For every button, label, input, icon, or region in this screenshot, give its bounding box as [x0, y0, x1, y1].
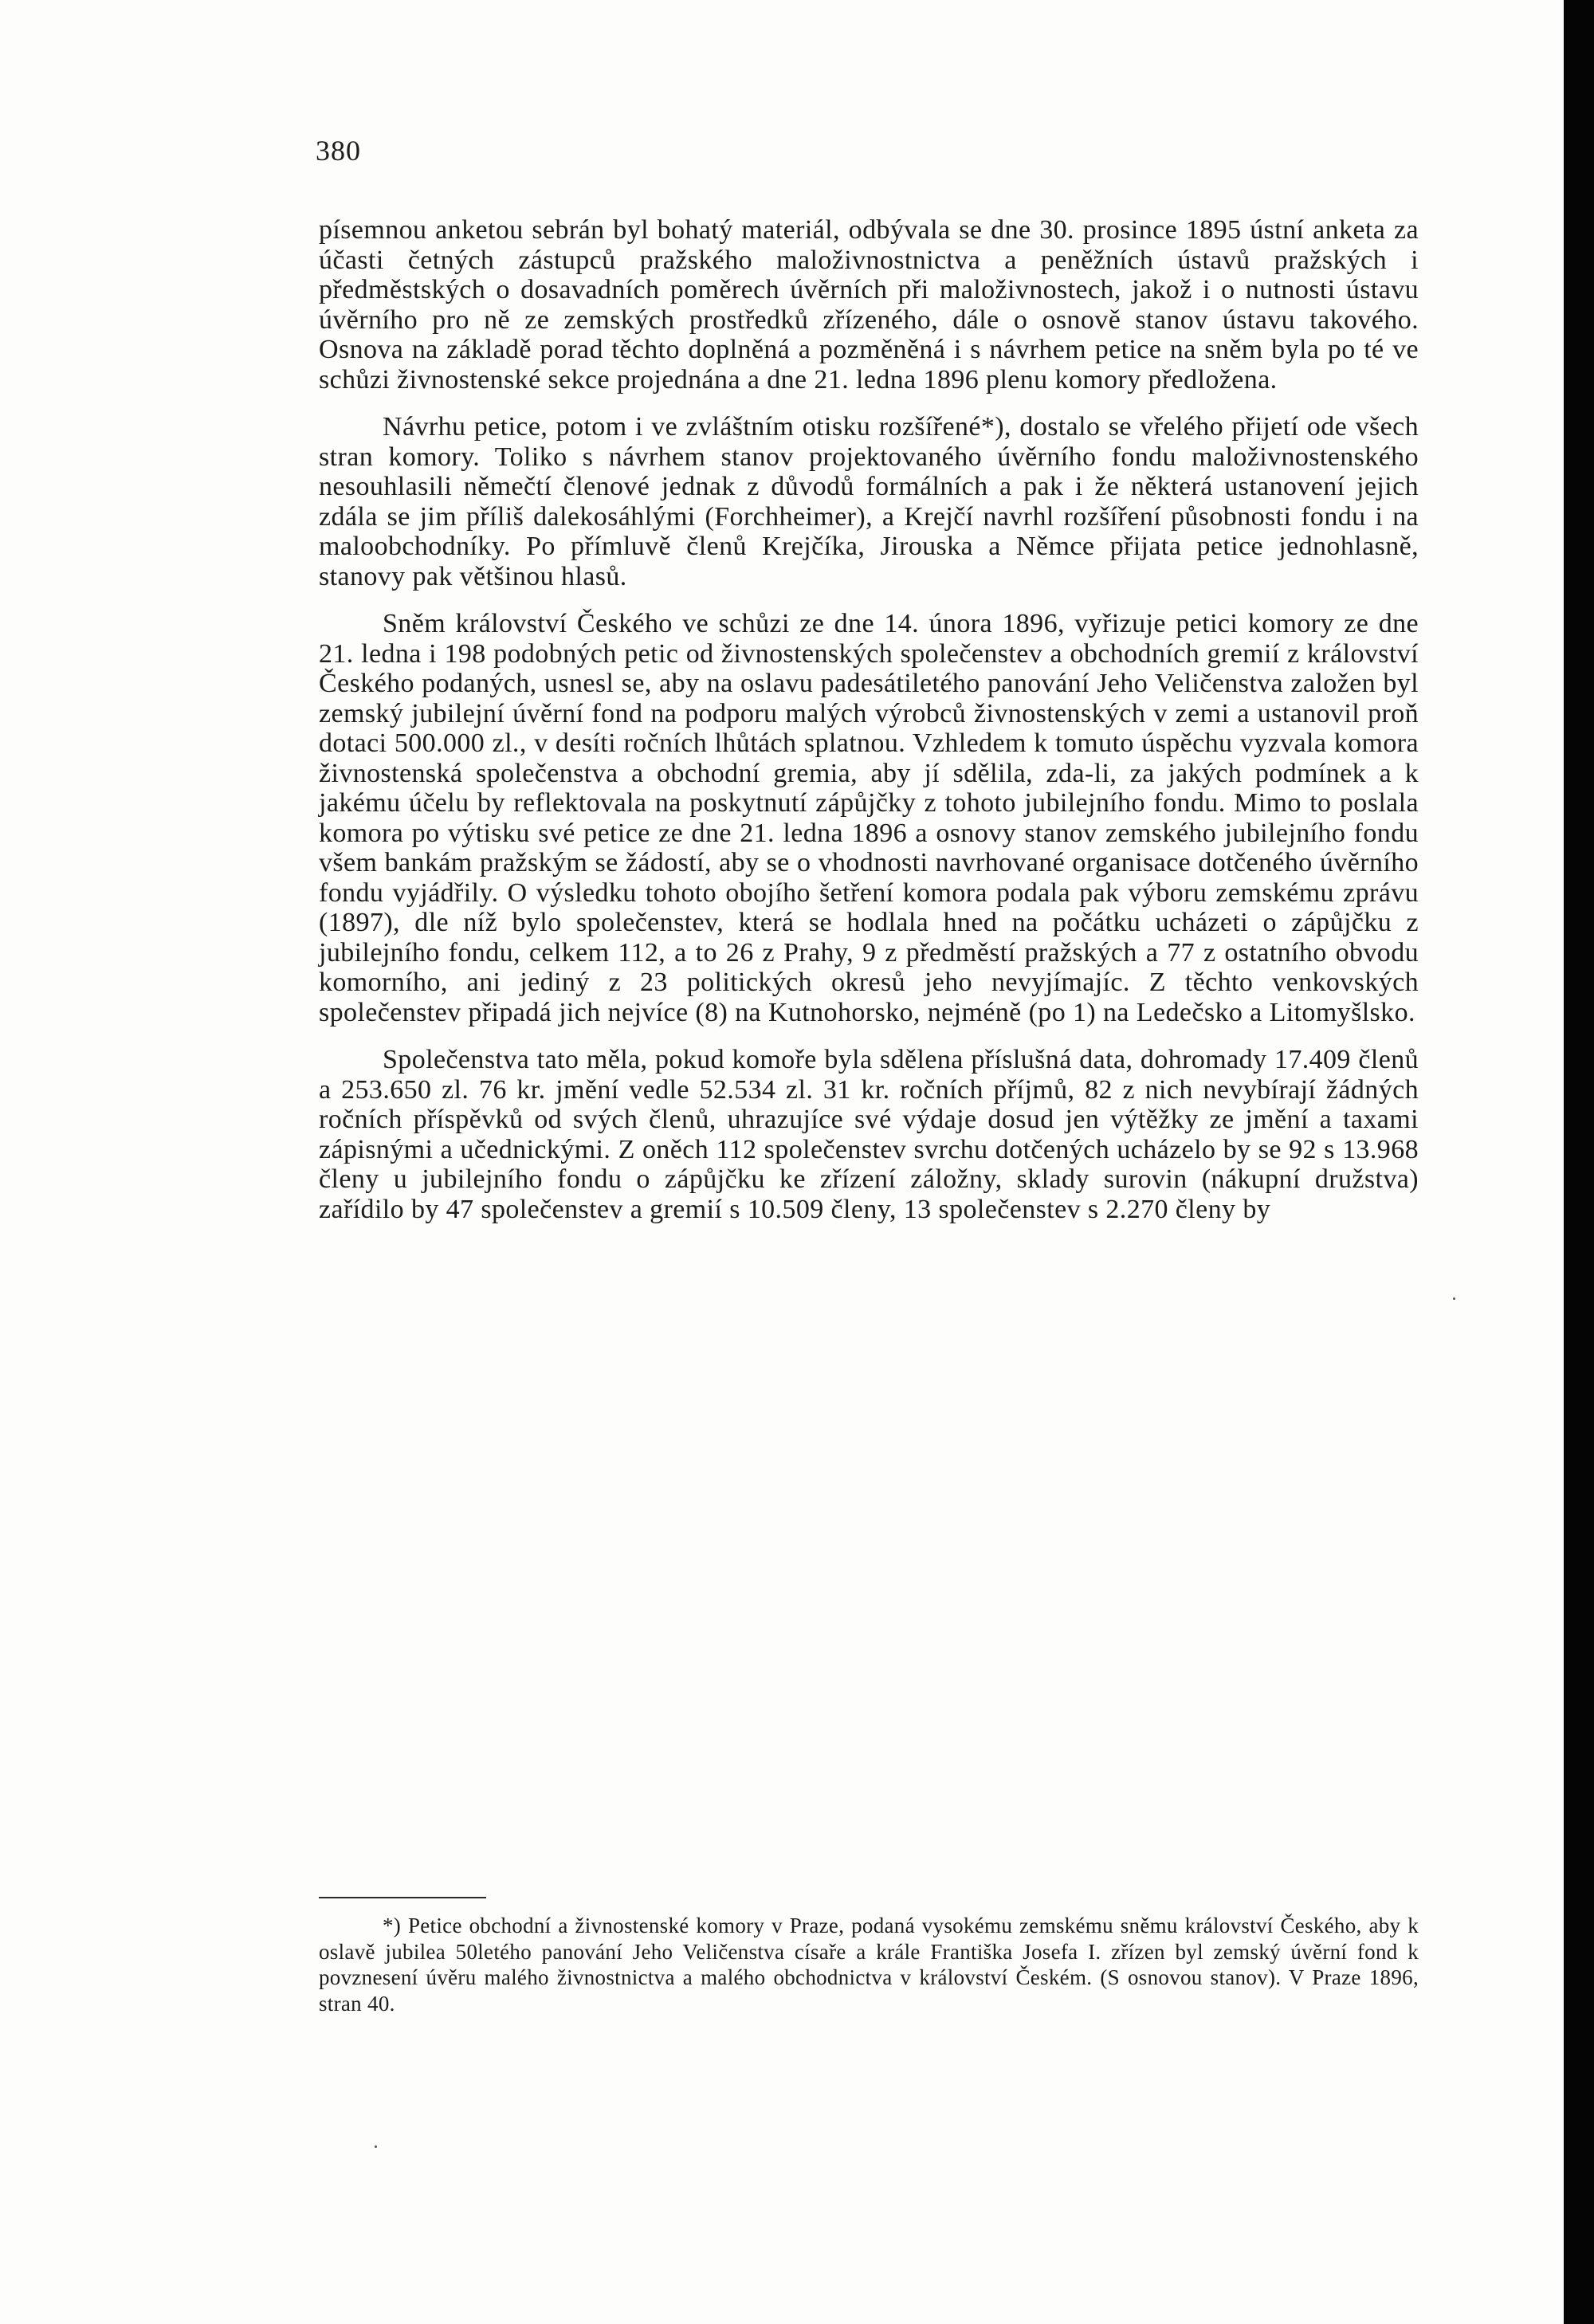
- scan-speck: [375, 2145, 377, 2148]
- paragraph-2: Návrhu petice, potom i ve zvláštním otisku rozšířené*), dostalo se vřelého přijetí ode všech stran komory. Toliko s návrhem stanov projektovaného úvěrního fondu maloživnostenského nesouhlasili němečtí členové jednak z důvodů formálních a pak i že některá ustanovení jejich zdála se jim příliš dalekosáhlými (Forchheimer), a Krejčí navrhl rozšíření působnosti fondu i na maloobchodníky. Po přímluvě členů Krejčíka, Jirouska a Němce přijata petice jednohlasně, stanovy pak většinou hlasů.: [319, 412, 1419, 591]
- footnote-divider: [319, 1897, 486, 1898]
- paragraph-3: Sněm království Českého ve schůzi ze dne 14. února 1896, vyřizuje petici komory ze dne 21. ledna i 198 podobných petic od živnostenských společenstev a obchodních gremií z království Českého podaných, usnesl se, aby na oslavu padesátiletého panování Jeho Veličenstva založen byl zemský jubilejní úvěrní fond na podporu malých výrobců živnostenských v zemi a ustanovil proň dotaci 500.000 zl., v desíti ročních lhůtách splatnou. Vzhledem k tomuto úspěchu vyzvala komora živnostenská společenstva a obchodní gremia, aby jí sdělila, zda-li, za jakých podmínek a k jakému účelu by reflektovala na poskytnutí zápůjčky z tohoto jubilejního fondu. Mimo to poslala komora po výtisku své petice ze dne 21. ledna 1896 a osnovy stanov zemského jubilejního fondu všem bankám pražským se žádostí, aby se o vhodnosti navrhované organisace dotčeného úvěrního fondu vyjádřily. O výsledku tohoto obojího šetření komora podala pak výboru zemskému zprávu (1897), dle níž bylo společenstev, která se hodlala hned na počátku ucházeti o zápůjčku z jubilejního fondu, celkem 112, a to 26 z Prahy, 9 z předměstí pražských a 77 z ostatního obvodu komorního, ani jediný z 23 politických okresů jeho nevyjímajíc. Z těchto venkovských společenstev připadá jich nejvíce (8) na Kutnohorsko, nejméně (po 1) na Ledečsko a Litomyšlsko.: [319, 609, 1419, 1027]
- paragraph-4: Společenstva tato měla, pokud komoře byla sdělena příslušná data, dohromady 17.409 členů a 253.650 zl. 76 kr. jmění vedle 52.534 zl. 31 kr. ročních příjmů, 82 z nich nevybírají žádných ročních příspěvků od svých členů, uhrazujíce své výdaje dosud jen výtěžky ze jmění a taxami zápisnými a učednickými. Z oněch 112 společenstev svrchu dotčených ucházelo by se 92 s 13.968 členy u jubilejního fondu o zápůjčku ke zřízení záložny, sklady surovin (nákupní družstva) zařídilo by 47 společenstev a gremií s 10.509 členy, 13 společenstev s 2.270 členy by: [319, 1045, 1419, 1224]
- paragraph-1: písemnou anketou sebrán byl bohatý materiál, odbývala se dne 30. prosince 1895 ústní anketa za účasti četných zástupců pražského maloživnostnictva a peněžních ústavů pražských i předměstských o dosavadních poměrech úvěrních při maloživnostech, jakož i o nutnosti ústavu úvěrního pro ně ze zemských prostředků zřízeného, dále o osnově stanov ústavu takového. Osnova na základě porad těchto doplněná a pozměněná i s návrhem petice na sněm byla po té ve schůzi živnostenské sekce projednána a dne 21. ledna 1896 plenu komory předložena.: [319, 215, 1419, 395]
- footnote: *) Petice obchodní a živnostenské komory v Praze, podaná vysokému zemskému sněmu království Českého, aby k oslavě jubilea 50letého panování Jeho Veličenstva císaře a krále Františka Josefa I. zřízen byl zemský úvěrní fond k povznesení úvěru malého živnostnictva a malého obchodnictva v království Českém. (S osnovou stanov). V Praze 1896, stran 40.: [319, 1914, 1419, 2016]
- scan-speck: [1453, 1297, 1455, 1300]
- scan-border: [1564, 0, 1594, 2324]
- page-number: 380: [316, 135, 361, 167]
- body-text: [319, 215, 1419, 1224]
